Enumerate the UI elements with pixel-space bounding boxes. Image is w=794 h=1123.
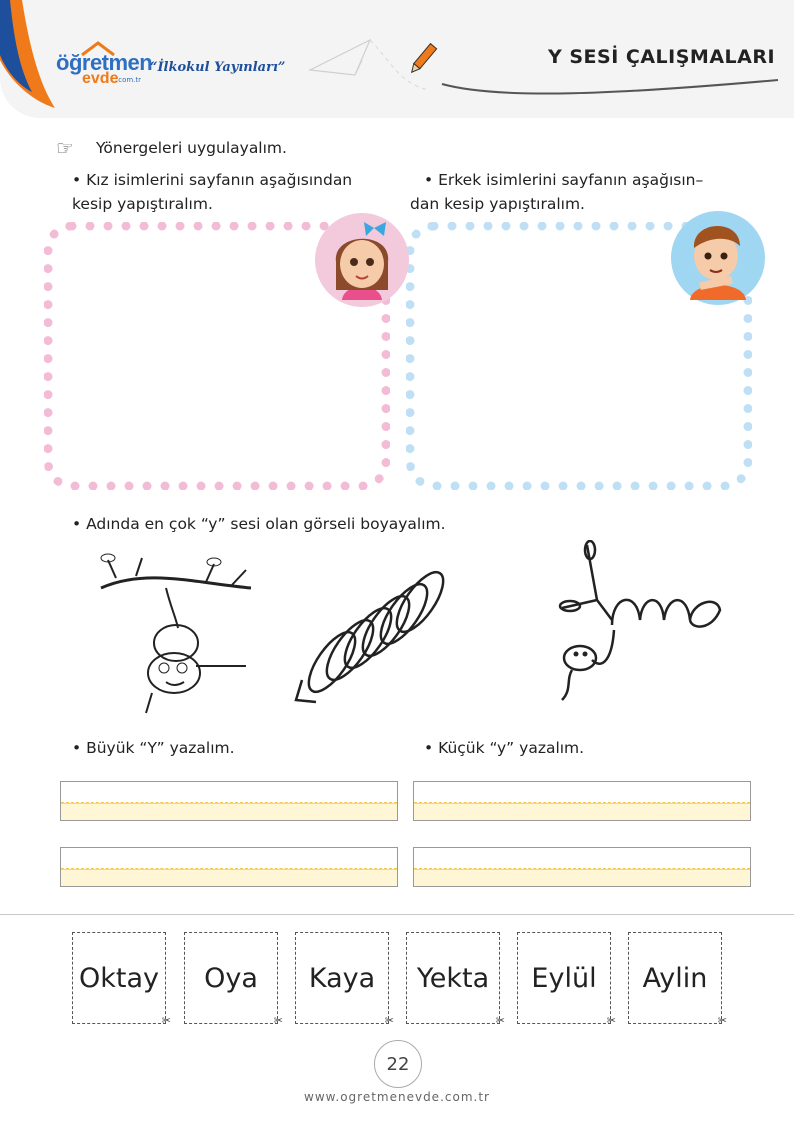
girl-avatar <box>314 212 410 308</box>
write-lower-instruction: • Küçük “y” yazalım. <box>424 739 585 757</box>
lower-y-writing-line-1[interactable] <box>413 781 751 821</box>
upper-y-writing-line-1[interactable] <box>60 781 398 821</box>
monkey-image[interactable] <box>96 548 256 718</box>
name-card[interactable] <box>295 932 394 1027</box>
boy-avatar <box>670 210 766 306</box>
logo-sub: evde <box>82 70 119 87</box>
boys-instruction-line1: • Erkek isimlerini sayfanın aşağısın– <box>424 171 704 189</box>
scissors-icon: ✂ <box>273 1014 283 1027</box>
girls-instruction-line1: • Kız isimlerini sayfanın aşağısından <box>72 171 353 189</box>
snake-image[interactable] <box>552 540 724 710</box>
logo-domain: .com.tr <box>116 76 142 84</box>
name-card[interactable] <box>628 932 727 1027</box>
boys-instruction-line2: dan kesip yapıştıralım. <box>410 195 585 213</box>
scissors-icon: ✂ <box>384 1014 394 1027</box>
corner-ribbon <box>0 0 60 115</box>
logo-main: öğretmen <box>56 50 153 75</box>
name-card-label: Aylin <box>642 962 708 994</box>
color-task-instruction: • Adında en çok “y” sesi olan görseli boyayalım. <box>72 515 446 533</box>
scissors-icon: ✂ <box>717 1014 727 1027</box>
spring-image[interactable] <box>292 562 452 712</box>
scissors-icon: ✂ <box>606 1014 616 1027</box>
name-card[interactable] <box>72 932 171 1027</box>
cut-separator <box>0 914 794 915</box>
publisher-name: “İlkokul Yayınları” <box>150 60 286 75</box>
girls-instruction-line2: kesip yapıştıralım. <box>72 195 213 213</box>
name-card[interactable] <box>406 932 505 1027</box>
scissors-icon: ✂ <box>495 1014 505 1027</box>
pointing-hand-icon: ☞ <box>56 136 74 160</box>
upper-y-writing-line-2[interactable] <box>60 847 398 887</box>
website-url[interactable]: www.ogretmenevde.com.tr <box>304 1090 490 1104</box>
lower-y-writing-line-2[interactable] <box>413 847 751 887</box>
page-title: Y SESİ ÇALIŞMALARI <box>548 46 776 68</box>
name-card-label: Kaya <box>308 962 376 994</box>
page-number: 22 <box>374 1040 422 1088</box>
name-card[interactable] <box>184 932 283 1027</box>
name-card-label: Eylül <box>531 962 597 994</box>
pencil-icon <box>402 40 442 80</box>
name-card-label: Oya <box>204 962 258 994</box>
title-underline <box>440 72 780 102</box>
scissors-icon: ✂ <box>161 1014 171 1027</box>
write-upper-instruction: • Büyük “Y” yazalım. <box>72 739 235 757</box>
name-card-label: Oktay <box>79 962 159 994</box>
name-card-label: Yekta <box>416 962 490 994</box>
intro-instruction: Yönergeleri uygulayalım. <box>96 139 287 157</box>
name-card[interactable] <box>517 932 616 1027</box>
